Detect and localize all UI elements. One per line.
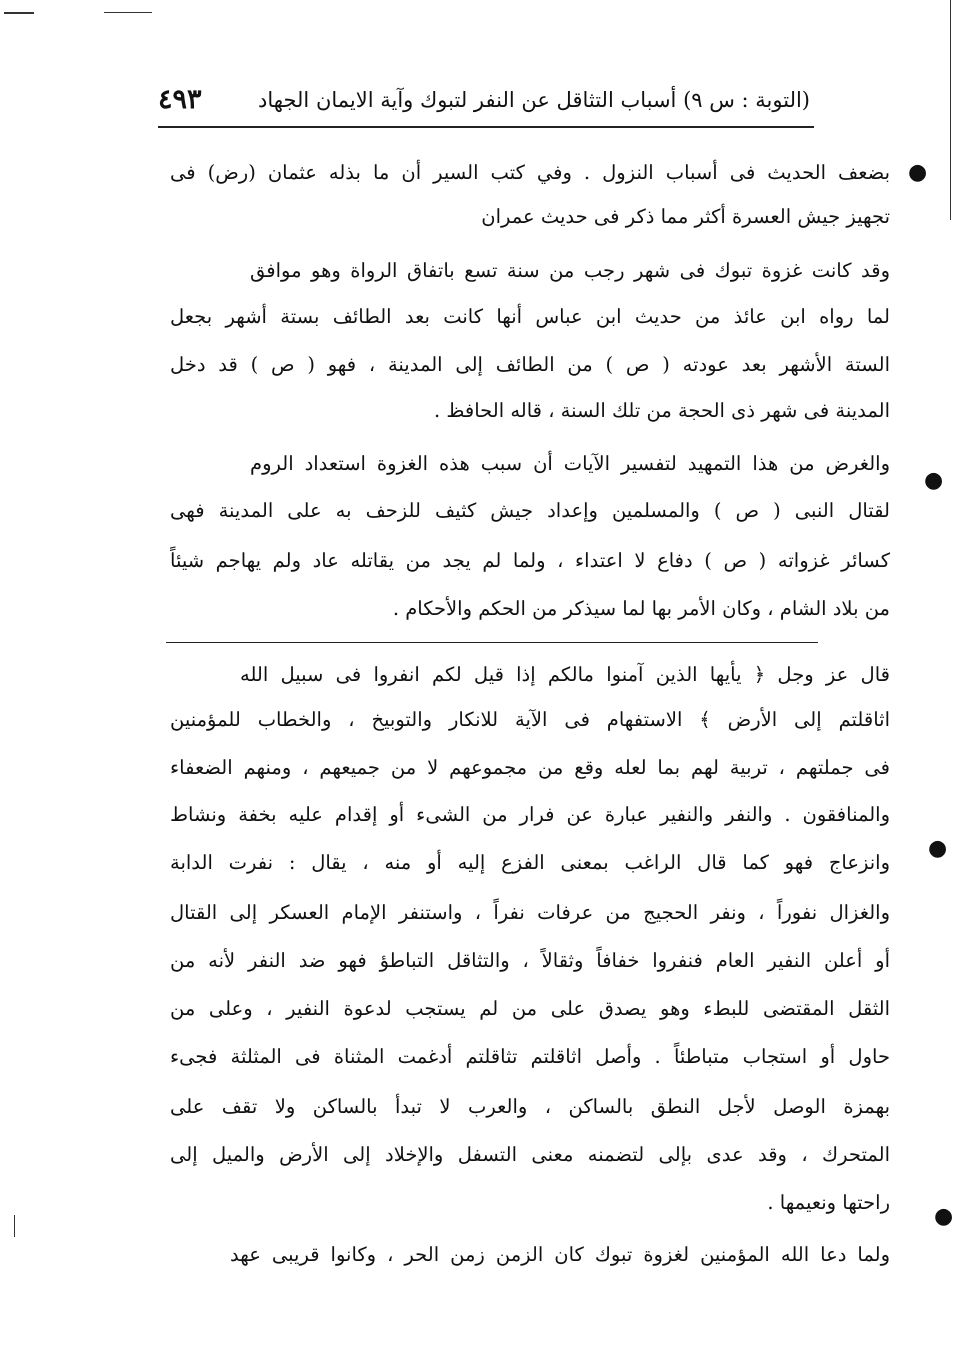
text-line: بهمزة الوصل لأجل النطق بالساكن ، والعرب لا تبدأ بالساكن ولا تقف على bbox=[170, 1095, 890, 1118]
text-line: والغرض من هذا التمهيد لتفسير الآيات أن سبب هذه الغزوة استعداد الروم bbox=[250, 452, 890, 475]
text-line: ولما دعا الله المؤمنين لغزوة تبوك كان الزمن زمن الحر ، وكانوا قريبى عهد bbox=[230, 1243, 890, 1266]
scan-artifact-left-tick bbox=[14, 1215, 15, 1237]
text-line: المدينة فى شهر ذى الحجة من تلك السنة ، قاله الحافظ . bbox=[434, 399, 890, 422]
text-line: الثقل المقتضى للبطء وهو يصدق على من لم يستجب لدعوة النفير ، وعلى من bbox=[170, 997, 890, 1020]
text-line: أو أعلن النفير العام فنفروا خفافاً وثقالاً ، والتثاقل التباطؤ فهو ضد النفر لأنه من bbox=[170, 949, 890, 972]
running-title: (التوبة : س ٩) أسباب التثاقل عن النفر لتبوك وآية الايمان الجهاد bbox=[258, 88, 810, 112]
text-line: والمنافقون . والنفر والنفير عبارة عن فرار من الشىء أو إقدام عليه بخفة ونشاط bbox=[170, 803, 890, 826]
text-line: بضعف الحديث فى أسباب النزول . وفي كتب السير أن ما بذله عثمان (رض) فى bbox=[170, 161, 890, 184]
text-line: تجهيز جيش العسرة أكثر مما ذكر فى حديث عمران bbox=[481, 205, 890, 228]
text-line: والغزال نفوراً ، ونفر الحجيج من عرفات نفراً ، واستنفر الإمام العسكر إلى القتال bbox=[170, 901, 890, 924]
verse-line: قال عز وجل ﴿ يأيها الذين آمنوا مالكم إذا قيل لكم انفروا فى سبيل الله bbox=[240, 663, 890, 686]
binding-hole-icon: ● bbox=[908, 160, 928, 185]
binding-hole-icon: ● bbox=[934, 1204, 954, 1229]
page-number: ٤٩٣ bbox=[158, 84, 202, 115]
text-line: المتحرك ، وقد عدى بإلى لتضمنه معنى التسفل والإخلاد إلى الأرض والميل إلى bbox=[170, 1143, 890, 1166]
binding-hole-icon: ● bbox=[928, 836, 948, 861]
scan-artifact-right-edge bbox=[950, 0, 951, 220]
text-line: وانزعاج فهو كما قال الراغب بمعنى الفزع إليه أو منه ، يقال : نفرت الدابة bbox=[170, 851, 890, 874]
text-line: لقتال النبى ( ص ) والمسلمين وإعداد جيش كثيف للزحف به على المدينة فهى bbox=[170, 499, 890, 522]
text-line: فى جملتهم ، تربية لهم بما لعله وقع من مجموعهم لا من جميعهم ، ومنهم الضعفاء bbox=[170, 756, 890, 779]
text-line: من بلاد الشام ، وكان الأمر بها لما سيذكر من الحكم والأحكام . bbox=[392, 597, 890, 620]
section-divider bbox=[166, 642, 818, 643]
text-line: الستة الأشهر بعد عودته ( ص ) من الطائف إلى المدينة ، فهو ( ص ) قد دخل bbox=[170, 353, 890, 376]
text-line: لما رواه ابن عائذ من حديث ابن عباس أنها كانت بعد الطائف بستة أشهر بجعل bbox=[170, 305, 890, 328]
scan-artifact-top bbox=[104, 12, 152, 13]
header-rule bbox=[158, 126, 814, 128]
text-line: حاول أو استجاب متباطئاً . وأصل اثاقلتم تثاقلتم أدغمت المثناة فى المثلثة فجىء bbox=[170, 1045, 890, 1068]
text-line: كسائر غزواته ( ص ) دفاع لا اعتداء ، ولما لم يجد من يقاتله عاد ولم يهاجم شيئاً bbox=[170, 549, 890, 572]
binding-hole-icon: ● bbox=[924, 468, 944, 493]
text-line: راحتها ونعيمها . bbox=[767, 1191, 890, 1214]
text-line: اثاقلتم إلى الأرض ﴾ الاستفهام فى الآية للانكار والتوبيخ ، والخطاب للمؤمنين bbox=[170, 708, 890, 731]
text-line: وقد كانت غزوة تبوك فى شهر رجب من سنة تسع باتفاق الرواة وهو موافق bbox=[250, 259, 890, 282]
scan-artifact-topleft bbox=[4, 12, 34, 14]
page-header bbox=[158, 82, 810, 124]
